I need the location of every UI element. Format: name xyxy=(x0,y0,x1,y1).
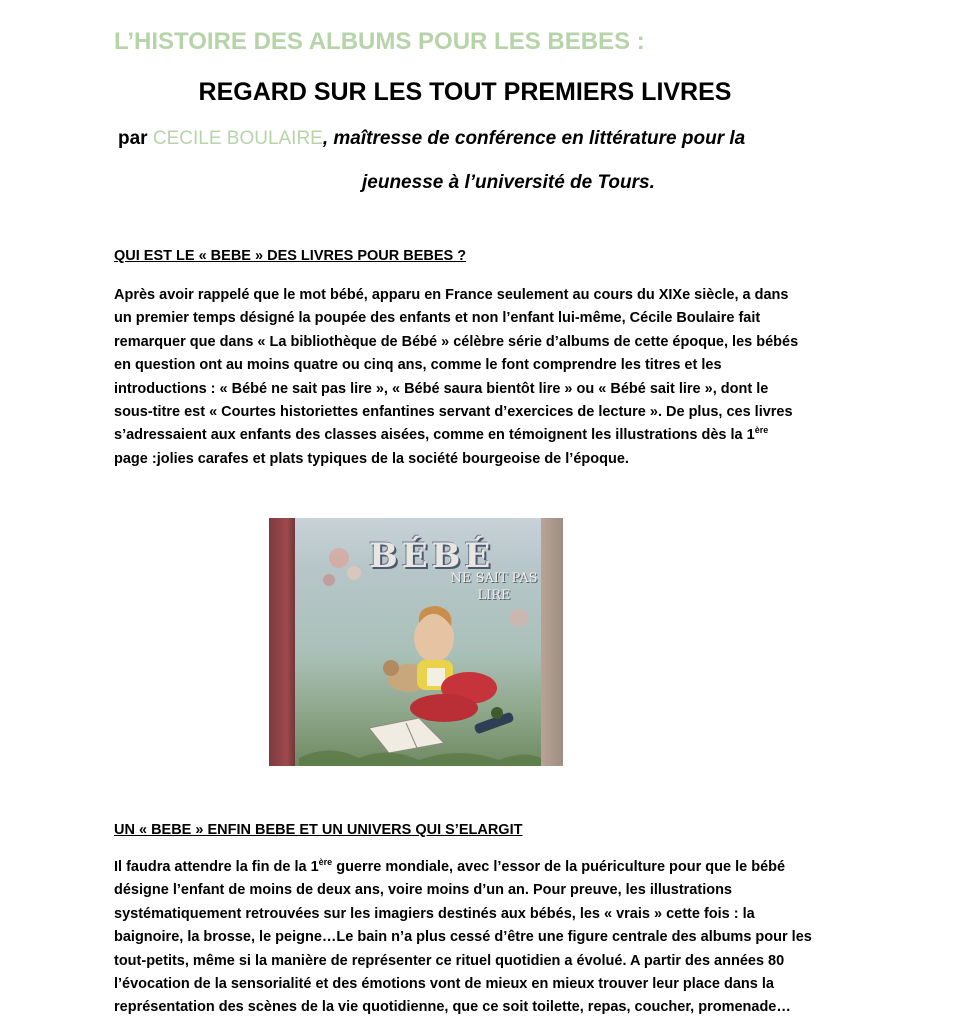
paragraph-line: Après avoir rappelé que le mot bébé, apparu en France seulement au cours du XIXe siècle, a dans xyxy=(114,287,789,303)
paragraph-line: systématiquement retrouvées sur les imagiers destinés aux bébés, les « vrais » cette fois : la xyxy=(114,905,755,922)
paragraph-line: désigne l’enfant de moins de deux ans, voire moins d’un an. Pour preuve, les illustrations xyxy=(114,882,732,899)
paragraph-line: introductions : « Bébé ne sait pas lire », « Bébé saura bientôt lire » ou « Bébé sait lire », dont le xyxy=(114,380,769,397)
document-title: L’HISTOIRE DES ALBUMS POUR LES BEBES : xyxy=(114,28,645,55)
paragraph-line: représentation des scènes de la vie quotidienne, que ce soit toilette, repas, coucher, promenade… xyxy=(114,999,791,1016)
section-1-paragraph xyxy=(114,284,849,471)
cover-subtitle-line-2: LIRE xyxy=(477,588,511,603)
paragraph-text: s’adressaient aux enfants des classes aisées, comme en témoignent les illustrations dès la 1 xyxy=(114,427,755,444)
paragraph-text: guerre mondiale, avec l’essor de la puériculture pour que le bébé xyxy=(332,859,786,875)
author-role-line-2: jeunesse à l’université de Tours. xyxy=(362,172,655,193)
paragraph-line: sous-titre est « Courtes historiettes enfantines servant d’exercices de lecture ». De plus, ces livres xyxy=(114,404,793,421)
paragraph-line: page :jolies carafes et plats typiques de la société bourgeoise de l’époque. xyxy=(114,450,629,467)
paragraph-line xyxy=(114,424,849,447)
byline xyxy=(118,128,745,150)
paragraph-line: tout-petits, même si la manière de représenter ce rituel quotidien a évolué. A partir des années 80 xyxy=(114,952,785,969)
book-cover-image xyxy=(269,518,563,766)
paragraph-line: l’évocation de la sensorialité et des émotions vont de mieux en mieux trouver leur place dans la xyxy=(114,976,774,993)
superscript: ère xyxy=(318,857,333,868)
section-2-paragraph xyxy=(114,856,849,1020)
paragraph-line xyxy=(114,856,849,879)
paragraph-line: remarquer que dans « La bibliothèque de Bébé » célèbre série d’albums de cette époque, les bébés xyxy=(114,333,799,350)
section-heading-2: UN « BEBE » ENFIN BEBE ET UN UNIVERS QUI S’ELARGIT xyxy=(114,822,523,838)
cover-subtitle xyxy=(449,570,539,604)
cover-title: BÉBÉ xyxy=(369,536,495,576)
author-role-line-1: , maîtresse de conférence en littérature pour la xyxy=(322,128,746,149)
paragraph-line: en question ont au moins quatre ou cinq ans, comme le font comprendre les titres et les xyxy=(114,357,722,374)
paragraph-text: Il faudra attendre la fin de la 1 xyxy=(114,859,319,875)
cover-subtitle-line-1: NE SAIT PAS xyxy=(450,571,538,586)
byline-prefix: par xyxy=(118,128,148,149)
paragraph-line: baignoire, la brosse, le peigne…Le bain n’a plus cessé d’être une figure centrale des albums pour les xyxy=(114,929,812,946)
document-subtitle: REGARD SUR LES TOUT PREMIERS LIVRES xyxy=(198,78,732,106)
section-heading-1: QUI EST LE « BEBE » DES LIVRES POUR BEBES ? xyxy=(114,248,467,264)
paragraph-line: un premier temps désigné la poupée des enfants et non l’enfant lui-même, Cécile Boulaire fait xyxy=(114,310,761,327)
superscript: ère xyxy=(754,425,769,436)
author-name: CECILE BOULAIRE xyxy=(152,128,323,149)
